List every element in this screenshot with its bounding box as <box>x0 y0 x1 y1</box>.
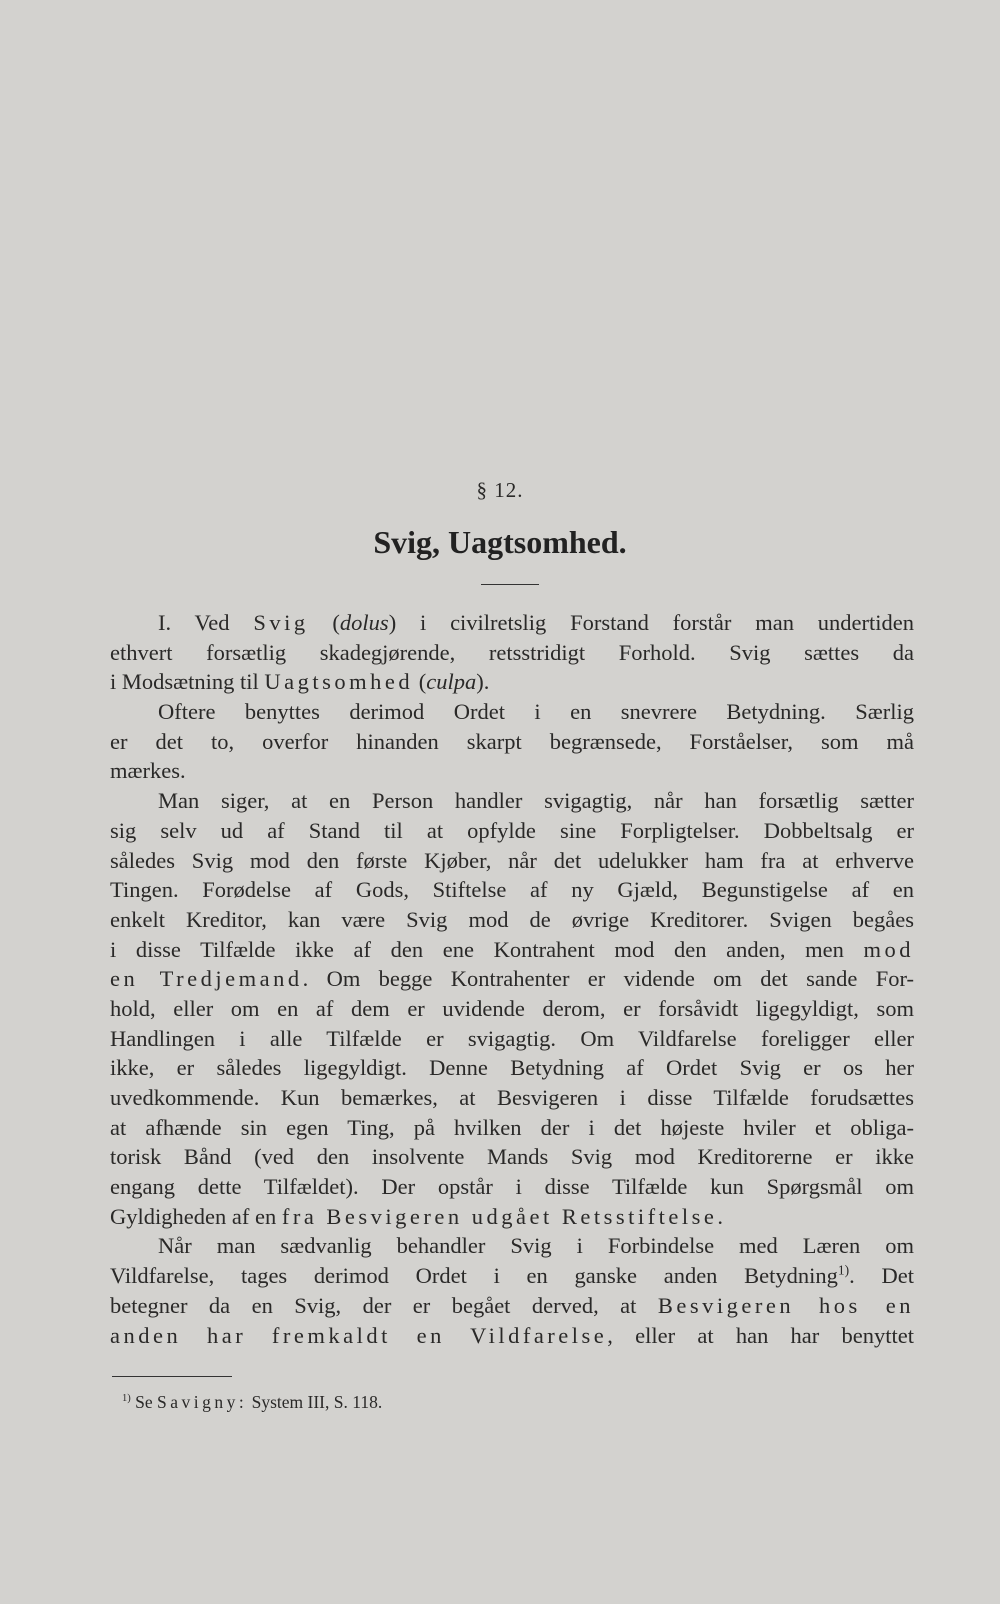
text-line <box>110 1024 914 1054</box>
text-run: betegner da en Svig, der er begået derved, at <box>110 1292 658 1318</box>
title-divider <box>481 584 539 585</box>
text-line <box>110 697 914 727</box>
text-line <box>110 846 914 876</box>
text-run: . <box>717 1203 723 1229</box>
text-line <box>110 786 914 816</box>
text-line <box>110 1291 914 1321</box>
text-line <box>110 1202 914 1232</box>
text-run: fra Besvigeren udgået Retsstiftelse <box>281 1203 718 1229</box>
text-run: Savigny: <box>157 1392 248 1412</box>
text-run: ( <box>308 610 340 635</box>
text-run: engang dette Tilfældet). Der opstår i disse Tilfælde kun Spørgsmål om <box>110 1174 914 1200</box>
text-line <box>110 935 914 965</box>
text-run: Se <box>130 1392 157 1412</box>
text-run: i disse Tilfælde ikke af den ene Kontrahent mod den anden, men <box>110 936 864 962</box>
text-run: Oftere benyttes derimod Ordet i en snevrere Betydning. Særlig <box>158 699 914 725</box>
text-line <box>110 1261 914 1291</box>
text-run: uvedkommende. Kun bemærkes, at Besvigeren i disse Tilfælde forudsættes <box>110 1085 914 1110</box>
text-run: Man siger, at en Person handler svigagtig, når han forsætlig sætter <box>158 788 914 814</box>
footnote-ref: 1) <box>837 1262 850 1278</box>
text-run: mærkes. <box>110 758 186 784</box>
text-run: at afhænde sin egen Ting, på hvilken der i det højeste hviler et obliga- <box>110 1114 914 1140</box>
text-line <box>110 905 914 935</box>
text-run: ( <box>413 669 427 695</box>
body-text <box>110 608 914 1350</box>
text-line <box>110 1083 914 1113</box>
section-number: § 12. <box>476 478 524 502</box>
text-run: ikke, er således ligegyldigt. Denne Betydning af Ordet Svig er os her <box>110 1055 914 1081</box>
text-run: således Svig mod den første Kjøber, når det udelukker ham fra at erhverve <box>110 847 914 873</box>
text-run: anden har fremkaldt en Vildfarelse <box>110 1322 608 1348</box>
text-run: I. Ved <box>158 610 254 635</box>
text-line <box>110 1231 914 1261</box>
text-line <box>110 816 914 846</box>
text-run: Svig <box>253 610 309 635</box>
text-line <box>110 608 914 638</box>
text-run: . Om begge Kontrahenter er vidende om det sande For- <box>302 966 914 992</box>
text-line <box>110 1321 914 1351</box>
text-run: . Det <box>849 1263 914 1289</box>
text-line <box>110 638 914 668</box>
text-run: Gyldigheden af en <box>110 1203 282 1229</box>
text-line <box>110 667 914 697</box>
text-line <box>110 1113 914 1143</box>
text-run: Besvigeren hos en <box>657 1292 914 1318</box>
text-run: ) i civilretslig Forstand forstår man undertiden <box>388 610 914 635</box>
text-line <box>110 994 914 1024</box>
text-run: ). <box>476 669 490 695</box>
text-run: Uagtsomhed <box>264 669 414 695</box>
text-run: dolus <box>339 610 389 635</box>
text-line <box>110 1142 914 1172</box>
text-run: mod <box>863 936 914 962</box>
footnote <box>122 1392 382 1413</box>
text-run: er det to, overfor hinanden skarpt begrænsede, Forståelser, som må <box>110 728 914 754</box>
text-line <box>110 1172 914 1202</box>
text-run: culpa <box>426 669 477 695</box>
text-run: i Modsætning til <box>110 669 265 695</box>
text-line <box>110 964 914 994</box>
text-line <box>110 727 914 757</box>
text-line <box>110 875 914 905</box>
text-run: Tingen. Forødelse af Gods, Stiftelse af ny Gjæld, Begunstigelse af en <box>110 877 914 903</box>
text-run: en Tredjemand <box>110 966 303 992</box>
text-run: System III, S. 118. <box>247 1392 383 1412</box>
text-line <box>110 756 914 786</box>
text-run: ethvert forsætlig skadegjørende, retsstridigt Forhold. Svig sættes da <box>110 639 914 665</box>
footnote-divider <box>112 1376 232 1377</box>
text-run: hold, eller om en af dem er uvidende derom, er forsåvidt ligegyldigt, som <box>110 995 914 1021</box>
text-run: Vildfarelse, tages derimod Ordet i en ganske anden Betydning <box>110 1263 838 1289</box>
page-title: Svig, Uagtsomhed. <box>373 524 627 560</box>
text-run: Når man sædvanlig behandler Svig i Forbindelse med Læren om <box>158 1233 914 1259</box>
text-run: Handlingen i alle Tilfælde er svigagtig. Om Vildfarelse foreligger eller <box>110 1025 914 1051</box>
text-run: sig selv ud af Stand til at opfylde sine Forpligtelser. Dobbeltsalg er <box>110 817 914 843</box>
text-run: enkelt Kreditor, kan være Svig mod de øvrige Kreditorer. Svigen begåes <box>110 906 914 932</box>
text-run: torisk Bånd (ved den insolvente Mands Svig mod Kreditorerne er ikke <box>110 1144 914 1170</box>
text-run: , eller at han har benyttet <box>607 1322 914 1348</box>
text-line <box>110 1053 914 1083</box>
footnote-ref: 1) <box>122 1393 131 1405</box>
